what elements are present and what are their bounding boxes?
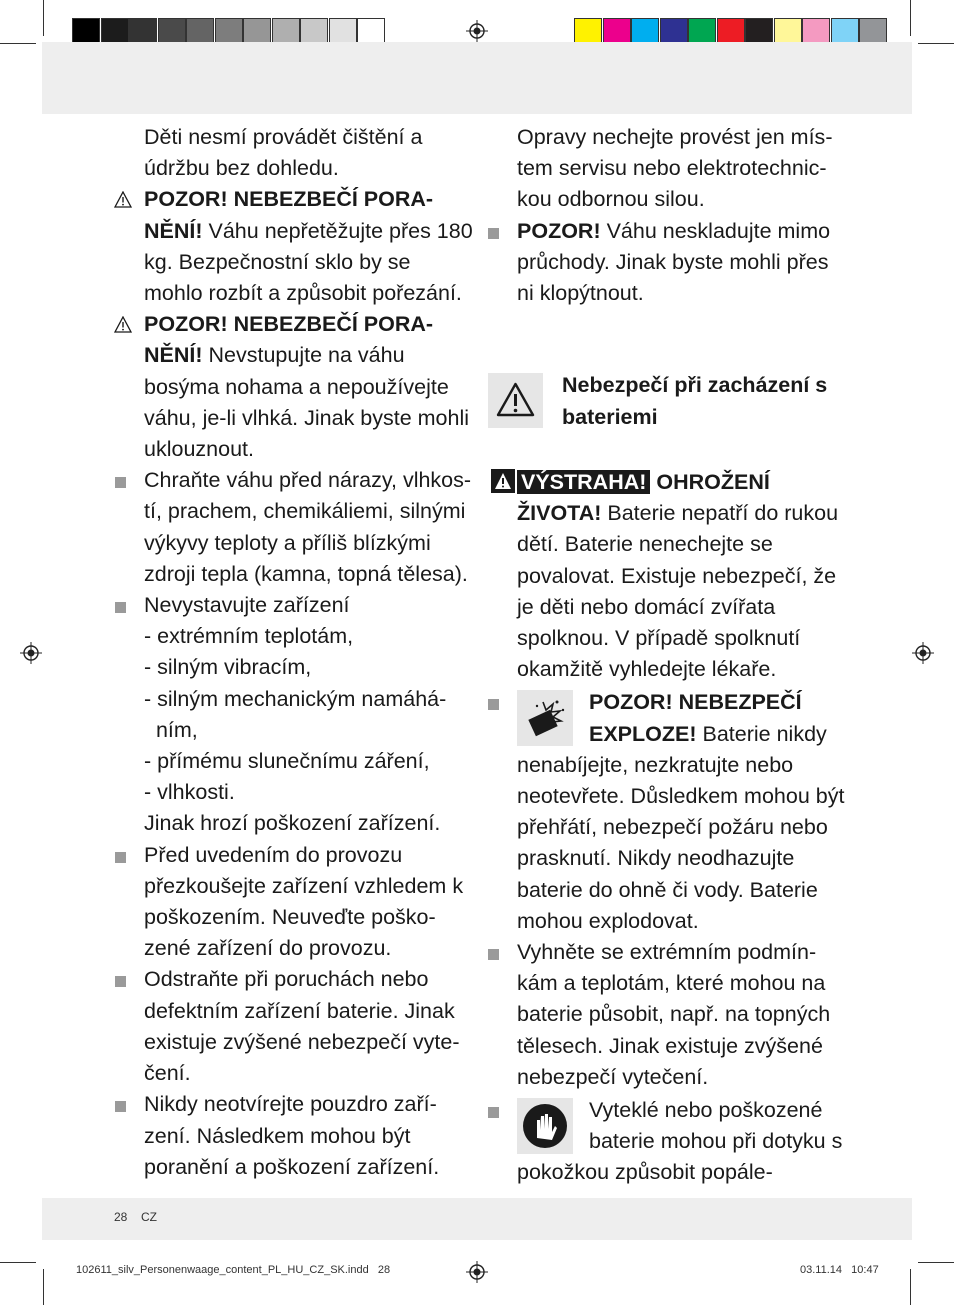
sub-item: - silným vibracím, (144, 655, 312, 680)
bullet-square-icon (115, 1101, 126, 1112)
registration-mark-icon (466, 1261, 488, 1283)
bullet-square-icon (115, 852, 126, 863)
bullet-square-icon (488, 228, 499, 239)
footer-band (42, 1198, 912, 1240)
intro-text: Děti nesmí provádět čištění a údržbu bez dohledu. (144, 125, 423, 181)
sub-item-tail: Jinak hrozí poškození zařízení. (144, 811, 441, 836)
list-item: POZOR! NEBEZPEČÍ EXPLOZE! Baterie nikdy nenabíjejte, nezkratujte nebo neotevřete. Důsledkem mohou být přehřátí, nebezpečí požáru nebo prasknutí. Nikdy neodhazujte baterie do ohně či vody. Baterie mohou explodovat. (487, 687, 845, 937)
print-date: 03.11.14 10:47 (800, 1264, 879, 1276)
sub-item: - extrémním teplotám, (144, 624, 354, 649)
sub-item: ním, (144, 717, 198, 742)
warning-filled-icon (491, 469, 515, 493)
list-item: Nikdy neotvírejte pouzdro zařízení. Následkem mohou být poranění a poškození zařízení. (114, 1089, 474, 1183)
bullet-square-icon (115, 477, 126, 488)
warning-label: VÝSTRAHA! (517, 470, 650, 494)
list-item: Chraňte váhu před nárazy, vlhkostí, prachem, chemikáliemi, silnými výkyvy teploty a příliš blízkými zdroji tepla (kamna, topná tělesa). (114, 465, 474, 590)
warning-barefoot: POZOR! NEBEZBEČÍ PORANĚNÍ! Nevstupujte na váhu bosýma nohama a nepoužívejte váhu, je-li vlhká. Jinak byste mohli uklouznout. (114, 309, 474, 465)
protective-gloves-icon (517, 1098, 573, 1154)
file-name: 102611_silv_Personenwaage_content_PL_HU_CZ_SK.indd 28 (76, 1264, 391, 1276)
sub-item: - přímému slunečnímu záření, (144, 749, 430, 774)
list-item: Odstraňte při poruchách nebo defektním zařízení baterie. Jinak existuje zvýšené nebezpečí vytečení. (114, 964, 474, 1089)
battery-section-heading: Nebezpečí při zacházení s bateriemi (562, 373, 828, 429)
continued-text: Opravy nechejte provést jen místem servisu nebo elektrotechnickou odbornou silou. (517, 125, 833, 212)
registration-mark-icon (20, 642, 42, 664)
heading-warning-box (488, 373, 543, 428)
explosion-icon-box (517, 690, 573, 746)
warning-life: VÝSTRAHA! OHROŽENÍ ŽIVOTA! Baterie nepatří do rukou dětí. Baterie nenechejte se povalovat. Existuje nebezpečí, že je děti nebo domácí zvířata spolknou. V případě spolknutí okamžitě vyhledejte lékaře. (487, 467, 845, 685)
registration-mark-icon (912, 642, 934, 664)
header-band (42, 42, 912, 114)
language-code: CZ (141, 1210, 157, 1224)
bullet-square-icon (488, 699, 499, 710)
warning-triangle-icon (488, 373, 543, 428)
bullet-square-icon (488, 1107, 499, 1118)
list-item: Vyteklé nebo poškozené baterie mohou při dotyku s pokožkou způsobit popále- (487, 1095, 845, 1189)
registration-mark-icon (466, 20, 488, 42)
page-number: 28 (114, 1210, 128, 1224)
right-column (487, 122, 845, 309)
left-column (114, 122, 474, 1183)
list-item: POZOR! Váhu neskladujte mimo průchody. Jinak byste mohli přes ni klopýtnout. (487, 216, 845, 310)
gloves-icon-box (517, 1098, 573, 1154)
bullet-square-icon (488, 949, 499, 960)
list-item: Nevystavujte zařízení (114, 590, 474, 621)
bullet-square-icon (115, 602, 126, 613)
list-item: Před uvedením do provozu přezkoušejte zařízení vzhledem k poškozením. Neuveďte poškozené zařízení do provozu. (114, 840, 474, 965)
bullet-square-icon (115, 976, 126, 987)
sub-item: - silným mechanickým namáhá- (144, 686, 447, 711)
warning-overload: POZOR! NEBEZBEČÍ PORANĚNÍ! Váhu nepřetěžujte přes 180 kg. Bezpečnostní sklo by se mohlo rozbít a způsobit pořezání. (114, 184, 474, 309)
explosion-icon (517, 690, 573, 746)
right-column-battery (487, 467, 845, 1189)
warning-triangle-icon (114, 316, 132, 333)
warning-triangle-icon (114, 191, 132, 208)
sub-item: - vlhkosti. (144, 780, 235, 805)
list-item: Vyhněte se extrémním podmínkám a teplotám, které mohou na baterie působit, např. na topných tělesech. Jinak existuje zvýšené nebezpečí vytečení. (487, 937, 845, 1093)
